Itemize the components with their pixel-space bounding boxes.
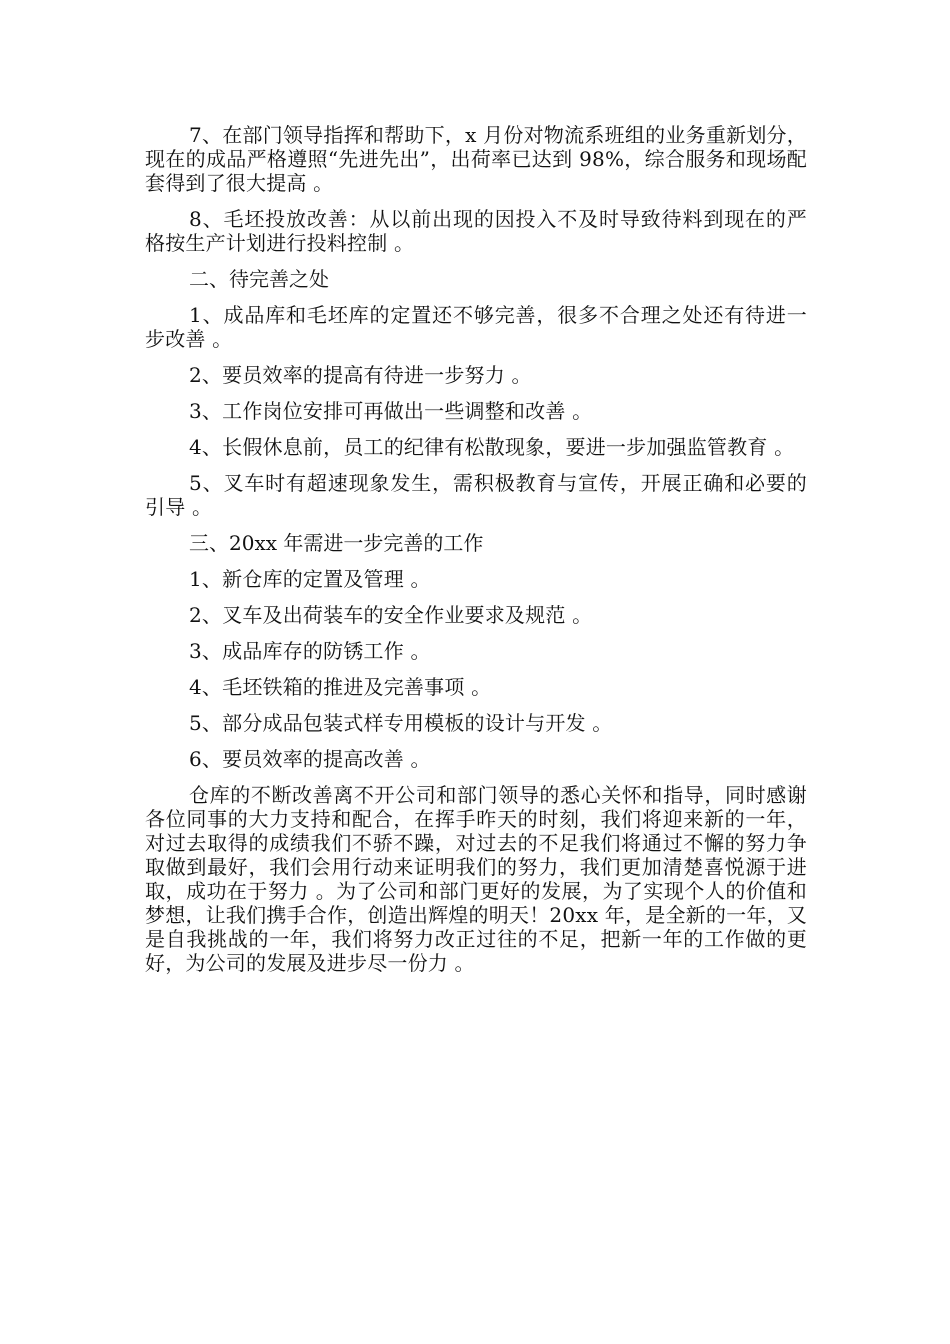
closing-paragraph: 仓库的不断改善离不开公司和部门领导的悉心关怀和指导，同时感谢各位同事的大力支持和配合，在挥手昨天的时刻，我们将迎来新的一年，对过去取得的成绩我们不骄不躁，对过去的不足我们将通过不懈的努力争取做到最好，我们会用行动来证明我们的努力，我们更加清楚喜悦源于进取，成功在于努力 。为了公司和部门更好的发展，为了实现个人的价值和梦想，让我们携手合作，创造出辉煌的明天！20xx 年，是全新的一年，又是自我挑战的一年，我们将努力改正过往的不足，把新一年的工作做的更好，为公司的发展及进步尽一份力 。 xyxy=(145,783,807,975)
work-item-6: 6、要员效率的提高改善 。 xyxy=(189,747,431,771)
improvement-item-5: 5、叉车时有超速现象发生，需积极教育与宣传，开展正确和必要的引导 。 xyxy=(145,471,807,519)
work-item-1: 1、新仓库的定置及管理 。 xyxy=(189,567,431,591)
paragraph-item-7: 7、在部门领导指挥和帮助下，x 月份对物流系班组的业务重新划分，现在的成品严格遵照“先进先出”，出荷率已达到 98%，综合服务和现场配套得到了很大提高 。 xyxy=(145,123,807,195)
paragraph-item-8: 8、毛坯投放改善：从以前出现的因投入不及时导致待料到现在的严格按生产计划进行投料控制 。 xyxy=(145,207,807,255)
improvement-item-4: 4、长假休息前，员工的纪律有松散现象，要进一步加强监管教育 。 xyxy=(189,435,795,459)
document-body xyxy=(145,123,807,987)
work-item-4: 4、毛坯铁箱的推进及完善事项 。 xyxy=(189,675,492,699)
section-heading-improvements-needed: 二、待完善之处 xyxy=(189,267,329,291)
work-item-2: 2、叉车及出荷装车的安全作业要求及规范 。 xyxy=(189,603,593,627)
improvement-item-3: 3、工作岗位安排可再做出一些调整和改善 。 xyxy=(189,399,593,423)
improvement-item-2: 2、要员效率的提高有待进一步努力 。 xyxy=(189,363,532,387)
work-item-3: 3、成品库存的防锈工作 。 xyxy=(189,639,431,663)
improvement-item-1: 1、成品库和毛坯库的定置还不够完善，很多不合理之处还有待进一步改善 。 xyxy=(145,303,807,351)
work-item-5: 5、部分成品包装式样专用模板的设计与开发 。 xyxy=(189,711,613,735)
section-heading-next-year-work: 三、20xx 年需进一步完善的工作 xyxy=(189,531,484,555)
